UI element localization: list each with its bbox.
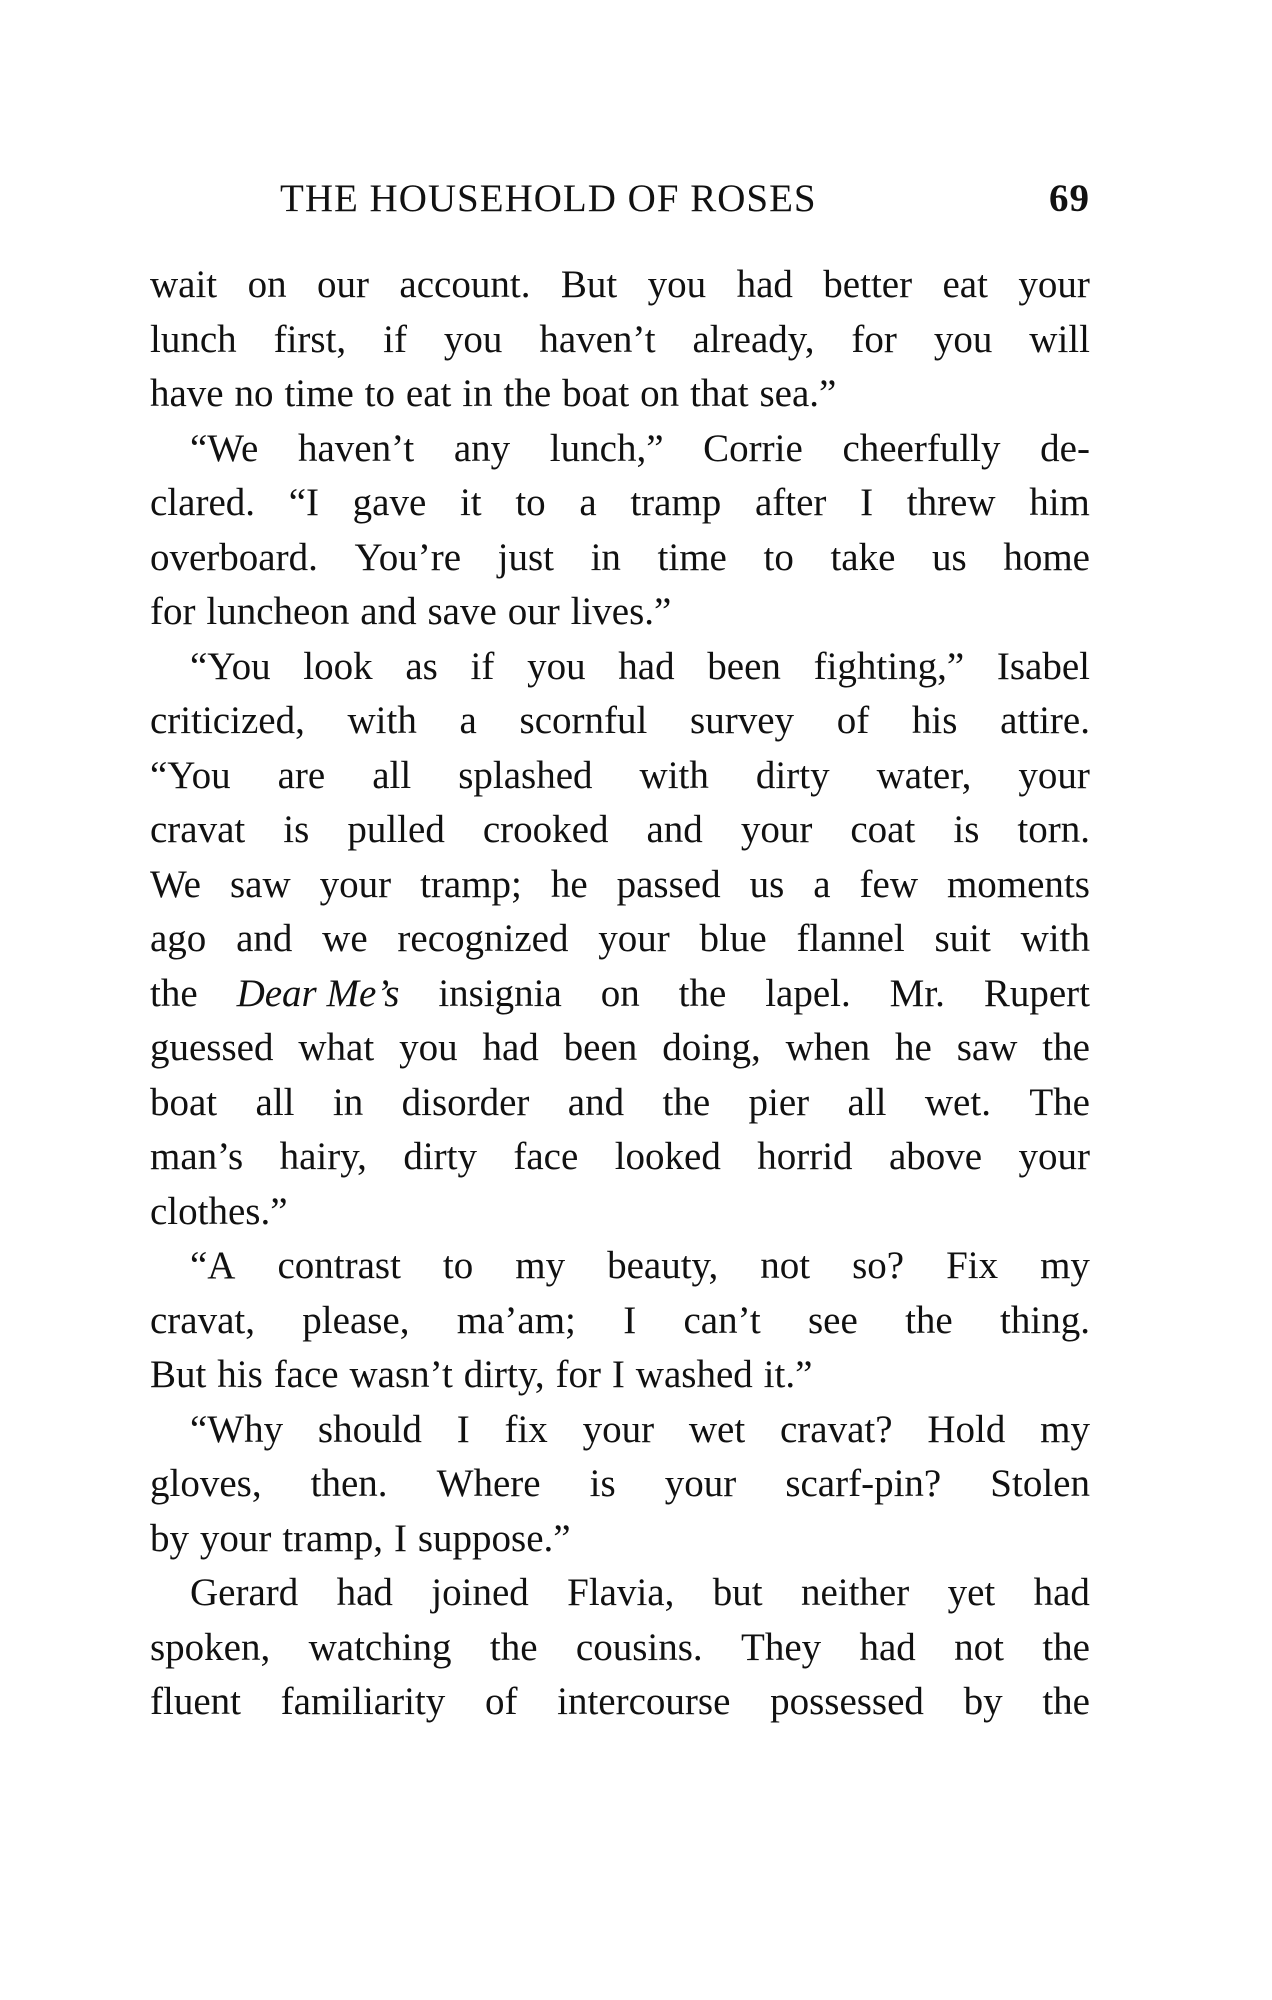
word: wet (688, 1407, 746, 1451)
word: first, (273, 317, 347, 361)
text-line (150, 1675, 1090, 1730)
text-line (150, 1185, 1090, 1240)
word: had (482, 1026, 539, 1069)
word: looked (614, 1135, 721, 1178)
text-line (150, 912, 1090, 967)
text-line (150, 640, 1090, 695)
word: with (1020, 917, 1090, 960)
word: no (234, 372, 274, 415)
word: “We (190, 426, 259, 470)
word: boat (150, 1080, 218, 1124)
word: threw (906, 481, 996, 524)
word: I (393, 1516, 407, 1560)
text-line (150, 258, 1090, 313)
word: doing, (662, 1026, 761, 1069)
word: take (830, 535, 896, 579)
word: water, (876, 753, 972, 797)
word: I (623, 1298, 637, 1342)
word: your (740, 808, 813, 851)
word: you (647, 263, 707, 306)
word: the (678, 971, 727, 1015)
word: intercourse (557, 1680, 731, 1723)
word: not (760, 1244, 811, 1287)
word: time (657, 535, 727, 579)
word: had (336, 1571, 393, 1614)
word: few (859, 862, 918, 906)
word: my (1040, 1244, 1090, 1287)
page-number: 69 (1049, 177, 1090, 220)
word: eat (405, 372, 452, 415)
word: horrid (757, 1135, 853, 1178)
word: my (515, 1244, 566, 1287)
word: have (150, 372, 224, 415)
word: tramp (630, 481, 722, 524)
word: the (1042, 1680, 1090, 1723)
word: see (808, 1298, 858, 1342)
word: joined (431, 1571, 529, 1614)
word: to (763, 535, 794, 579)
word: Mr. (889, 971, 945, 1015)
word: We (150, 862, 201, 906)
word: Isabel (996, 644, 1090, 688)
word: saw (956, 1026, 1018, 1069)
word: I (860, 481, 874, 524)
word: Where (436, 1462, 541, 1505)
word: lives.” (570, 590, 672, 633)
word: save (427, 590, 497, 633)
word: I (456, 1407, 470, 1451)
text-line (150, 1130, 1090, 1185)
word: scarf-pin? (785, 1462, 942, 1505)
word: neither (800, 1571, 910, 1614)
word: by (150, 1516, 189, 1560)
text-line (150, 749, 1090, 804)
word: is (589, 1462, 616, 1505)
word: your (1018, 1135, 1090, 1178)
word: the (662, 1080, 711, 1124)
text-line (150, 422, 1090, 477)
word: pier (748, 1080, 810, 1124)
word: beauty, (607, 1244, 719, 1287)
text-line (150, 1348, 1090, 1403)
word: us (749, 862, 785, 906)
word: on (640, 372, 680, 415)
word: the (489, 1625, 538, 1669)
word: fighting,” (813, 644, 965, 688)
text-line (150, 1076, 1090, 1131)
word: haven’t (297, 426, 415, 470)
word: criticized, (150, 699, 305, 742)
word: dirty (403, 1135, 477, 1178)
word: watching (308, 1625, 452, 1669)
text-line (150, 585, 1090, 640)
text-line (150, 967, 1090, 1022)
word: sea.” (759, 372, 837, 415)
word: you (399, 1026, 458, 1069)
word: look (303, 644, 373, 688)
text-line (150, 1294, 1090, 1349)
word: had (618, 644, 675, 688)
text-line (150, 1512, 1090, 1567)
word: the (503, 372, 552, 415)
word: can’t (683, 1298, 761, 1342)
word: “You (150, 753, 231, 797)
word: haven’t (539, 317, 656, 361)
word: then. (310, 1462, 388, 1505)
word: should (317, 1407, 422, 1451)
word: ma’am; (456, 1298, 576, 1342)
word: lapel. (765, 971, 851, 1015)
word: saw (229, 862, 291, 906)
word: yet (947, 1571, 996, 1614)
word: you (443, 317, 503, 361)
word: clared. (150, 481, 256, 524)
word: better (823, 263, 913, 306)
word: all (847, 1080, 887, 1124)
word: Flavia, (567, 1571, 675, 1614)
word: tramp, (282, 1516, 384, 1560)
word: They (741, 1625, 822, 1669)
word: will (1029, 317, 1090, 361)
word: washed (635, 1353, 753, 1396)
word: after (754, 481, 827, 524)
word: eat (942, 263, 988, 306)
word: blue (699, 917, 767, 960)
word: in (590, 535, 621, 579)
word: had (1033, 1571, 1090, 1614)
word: your (1018, 753, 1090, 797)
word: cravat? (779, 1407, 893, 1451)
word: The (1029, 1080, 1090, 1124)
word: gave (352, 481, 427, 524)
word: survey (690, 699, 795, 742)
word: face (273, 1353, 339, 1396)
word: our (317, 263, 369, 306)
word: already, (692, 317, 815, 361)
word: Corrie (703, 426, 803, 470)
word: him (1029, 481, 1090, 524)
word: passed (616, 862, 721, 906)
word: splashed (458, 753, 593, 797)
word (237, 967, 400, 1022)
word: he (895, 1026, 932, 1069)
word: and (236, 917, 293, 960)
word: you (527, 644, 586, 688)
word: you (933, 317, 993, 361)
text-line (150, 1239, 1090, 1294)
word: dirty, (463, 1353, 545, 1396)
text-line (150, 694, 1090, 749)
italic-phrase: Dear Me’s (236, 971, 400, 1015)
word: your (582, 1407, 655, 1451)
word: You’re (354, 535, 462, 579)
word: attire. (1000, 699, 1090, 742)
word: to (364, 372, 396, 415)
word: the (905, 1298, 953, 1342)
word: with (347, 699, 417, 742)
word: that (690, 372, 749, 415)
word: we (322, 917, 368, 960)
word: by (963, 1680, 1003, 1723)
word: not (954, 1625, 1004, 1669)
word: flannel (796, 917, 905, 960)
word: lunch (150, 317, 237, 361)
word: Gerard (190, 1571, 299, 1614)
word: suit (934, 917, 991, 960)
word: lunch,” (549, 426, 664, 470)
word: “A (190, 1244, 236, 1287)
word: spoken, (150, 1625, 271, 1669)
word: overboard. (150, 535, 318, 579)
word: coat (850, 808, 916, 851)
word: fluent (150, 1680, 241, 1723)
word: “I (288, 481, 319, 524)
word: but (712, 1571, 763, 1614)
word: us (932, 535, 967, 579)
word: insignia (438, 971, 562, 1015)
word: “Why (190, 1407, 284, 1451)
word: wet. (924, 1080, 991, 1124)
word: time (284, 372, 354, 415)
word: boat (562, 372, 630, 415)
word: fix (504, 1407, 548, 1451)
word: your (598, 917, 670, 960)
word: the (1042, 1625, 1090, 1669)
word: the (1042, 1026, 1090, 1069)
word: when (785, 1026, 871, 1069)
word: it (459, 481, 482, 524)
word: is (953, 808, 980, 851)
word: thing. (1000, 1298, 1090, 1342)
word: cravat, (150, 1298, 256, 1342)
text-line (150, 1403, 1090, 1458)
word: as (405, 644, 438, 688)
word: your (664, 1462, 737, 1505)
word: on (247, 263, 287, 306)
word: hairy, (279, 1135, 367, 1178)
word: a (459, 699, 477, 742)
word: in (462, 372, 493, 415)
word: your (1018, 263, 1090, 306)
word: on (600, 971, 640, 1015)
word: Hold (927, 1407, 1006, 1451)
word: for (150, 590, 196, 633)
word: of (836, 699, 870, 742)
word: wasn’t (349, 1353, 453, 1396)
word: our (507, 590, 560, 633)
word: pulled (347, 808, 445, 851)
word: his (217, 1353, 263, 1396)
word: and (360, 590, 417, 633)
word: your (199, 1516, 272, 1560)
word: gloves, (150, 1462, 262, 1505)
text-line (150, 1566, 1090, 1621)
word: wait (150, 263, 218, 306)
word: “You (190, 644, 271, 688)
body-text (150, 258, 1090, 1730)
word: But (560, 263, 618, 306)
word: a (813, 862, 831, 906)
word: and (646, 808, 703, 851)
word: But (150, 1353, 207, 1396)
word: cousins. (575, 1625, 703, 1669)
word: had (859, 1625, 916, 1669)
word: above (888, 1135, 983, 1178)
word: are (277, 753, 326, 797)
word: your (319, 862, 392, 906)
word: in (332, 1080, 364, 1124)
text-line (150, 1457, 1090, 1512)
word: for (851, 317, 897, 361)
word: of (484, 1680, 518, 1723)
text-line (150, 858, 1090, 913)
word: account. (399, 263, 531, 306)
word: had (736, 263, 793, 306)
word: recognized (397, 917, 569, 960)
word: familiarity (280, 1680, 446, 1723)
word: cravat (150, 808, 246, 851)
text-line (150, 313, 1090, 368)
word: tramp; (420, 862, 522, 906)
word: contrast (277, 1244, 401, 1287)
word: all (372, 753, 412, 797)
word: ago (150, 917, 207, 960)
word: suppose.” (417, 1516, 571, 1560)
text-line (150, 803, 1090, 858)
word: what (298, 1026, 375, 1069)
word: his (911, 699, 958, 742)
word: so? (852, 1244, 905, 1287)
word: please, (302, 1298, 410, 1342)
word: crooked (482, 808, 609, 851)
word: if (470, 644, 495, 688)
word: for (555, 1353, 601, 1396)
word: face (513, 1135, 579, 1178)
word: guessed (150, 1026, 274, 1069)
text-line (150, 1621, 1090, 1676)
word: my (1040, 1407, 1090, 1451)
running-head-title: THE HOUSEHOLD OF ROSES (280, 177, 817, 220)
word: Rupert (983, 971, 1090, 1015)
word: all (255, 1080, 295, 1124)
word: luncheon (206, 590, 350, 633)
text-line (150, 476, 1090, 531)
word: Stolen (990, 1462, 1090, 1505)
word: been (707, 644, 781, 688)
word: moments (946, 862, 1090, 906)
word: dirty (755, 753, 830, 797)
word: just (497, 535, 554, 579)
word: with (639, 753, 709, 797)
text-line (150, 1021, 1090, 1076)
word: the (150, 971, 198, 1015)
word: to (515, 481, 546, 524)
word: been (563, 1026, 638, 1069)
word: man’s (150, 1135, 244, 1178)
word: to (442, 1244, 474, 1287)
word: disorder (401, 1080, 530, 1124)
word: I (611, 1353, 625, 1396)
word: torn. (1017, 808, 1090, 851)
text-line (150, 367, 1090, 422)
word: it.” (763, 1353, 813, 1396)
text-line (150, 531, 1090, 586)
word: and (567, 1080, 625, 1124)
word: de- (1040, 426, 1090, 470)
word: cheerfully (842, 426, 1001, 470)
word: scornful (519, 699, 648, 742)
word: a (579, 481, 597, 524)
word: Fix (946, 1244, 999, 1287)
word: clothes.” (150, 1189, 288, 1233)
word: any (453, 426, 511, 470)
word: if (383, 317, 407, 361)
word: is (283, 808, 310, 851)
word: he (550, 862, 588, 906)
word: home (1003, 535, 1090, 579)
running-head (150, 176, 1090, 232)
word: possessed (770, 1680, 924, 1723)
